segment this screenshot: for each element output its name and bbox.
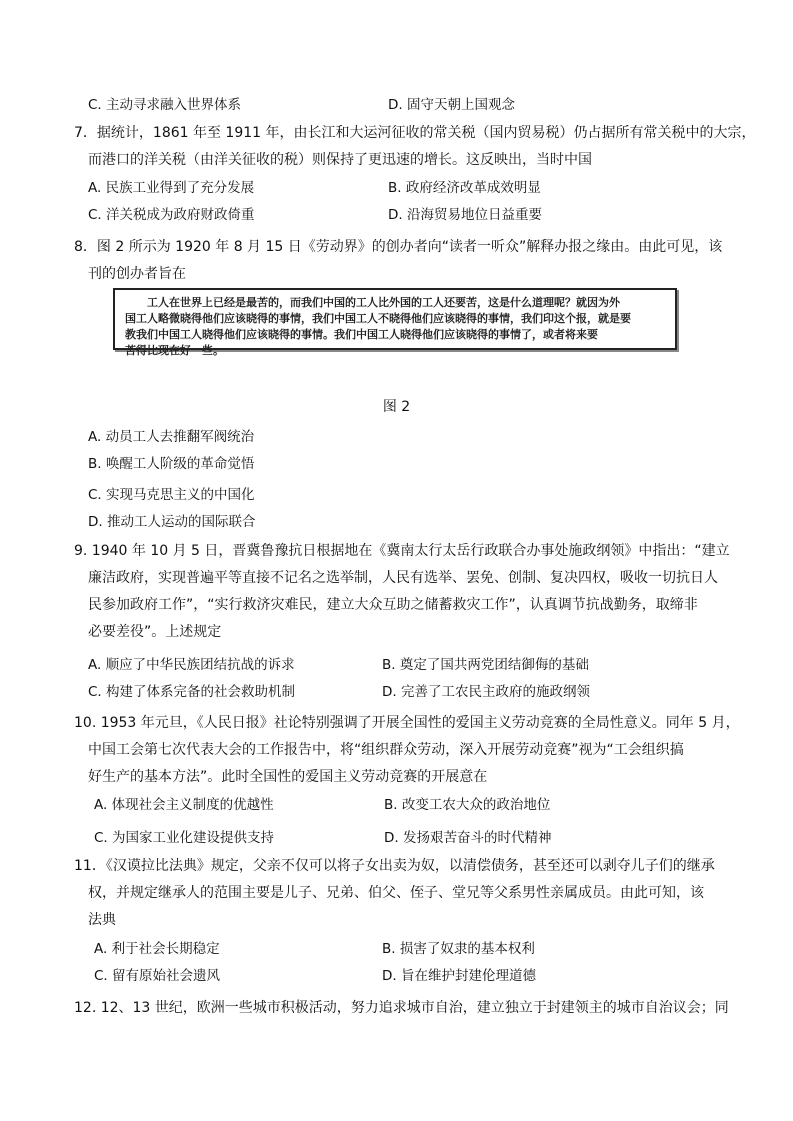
q10-stem-line-2: 中国工会第七次代表大会的工作报告中，将“组织群众劳动，深入开展劳动竞赛”视为“工会组织搞 — [88, 742, 684, 758]
q7-stem-line-1: 7．据统计，1861 年至 1911 年，由长江和大运河征收的常关税（国内贸易税）仍占据所有常关税中的大宗， — [74, 125, 756, 141]
q8-option-c: C. 实现马克思主义的中国化 — [88, 487, 255, 503]
q11-stem-line-2: 权，并规定继承人的范围主要是儿子、兄弟、伯父、侄子、堂兄等父系男性亲属成员。由此可知，该 — [88, 885, 704, 901]
q9-stem-line-3: 民参加政府工作”，“实行救济灾难民，建立大众互助之储蓄救灾工作”，认真调节抗战勤务，取缔非 — [88, 597, 698, 613]
q11-option-a: A. 利于社会长期稳定 — [94, 941, 220, 957]
q12-stem-line-1: 12. 12、13 世纪，欧洲一些城市积极活动，努力追求城市自治，建立独立于封建领主的城市自治议会；同 — [74, 1000, 729, 1016]
q9-stem-line-2: 廉洁政府，实现普遍平等直接不记名之选举制，人民有选举、罢免、创制、复决四权，吸收一切抗日人 — [88, 570, 718, 586]
q11-stem-line-3: 法典 — [88, 912, 116, 928]
q9-option-a: A. 顺应了中华民族团结抗战的诉求 — [88, 657, 295, 673]
q11-option-b: B. 损害了奴隶的基本权利 — [382, 941, 535, 957]
q11-stem-line-1: 11．《汉谟拉比法典》规定，父亲不仅可以将子女出卖为奴，以清偿债务，甚至还可以剥夺儿子们的继承 — [74, 858, 715, 874]
q9-option-d: D. 完善了工农民主政府的施政纲领 — [382, 684, 590, 700]
quote-line-2: 国工人略微晓得他们应该晓得的事情，我们中国工人不晓得他们应该晓得的事情，我们印这个报，就是要 — [125, 312, 631, 325]
q8-stem-line-1: 8．图 2 所示为 1920 年 8 月 15 日《劳动界》的创办者向“读者一听众”解释办报之缘由。由此可见，该 — [74, 239, 723, 255]
q11-option-c: C. 留有原始社会遗风 — [94, 968, 221, 984]
q10-option-c: C. 为国家工业化建设提供支持 — [94, 830, 275, 846]
q9-option-b: B. 奠定了国共两党团结御侮的基础 — [382, 657, 589, 673]
q9-stem-line-1: 9. 1940 年 10 月 5 日，晋冀鲁豫抗日根据地在《冀南太行太岳行政联合办事处施政纲领》中指出：“建立 — [74, 543, 730, 559]
q10-stem-line-1: 10. 1953 年元旦，《人民日报》社论特别强调了开展全国性的爱国主义劳动竞赛的全局性意义。同年 5 月， — [74, 715, 740, 731]
quote-line-4: 苦得比现在好一些。 — [125, 344, 224, 357]
q7-option-b: B. 政府经济改革成效明显 — [388, 180, 541, 196]
q6-option-d: D. 固守天朝上国观念 — [388, 97, 515, 113]
q9-option-c: C. 构建了体系完备的社会救助机制 — [88, 684, 296, 700]
quote-line-3: 教我们中国工人晓得他们应该晓得的事情。我们中国工人晓得他们应该晓得的事情了，或者将来要 — [125, 328, 598, 341]
figure-2-quote-box — [113, 288, 677, 357]
q8-option-a: A. 动员工人去推翻军阀统治 — [88, 429, 255, 445]
q8-stem-line-2: 刊的创办者旨在 — [88, 266, 186, 282]
q9-stem-line-4: 必要差役”。上述规定 — [88, 624, 222, 640]
q8-option-d: D. 推动工人运动的国际联合 — [88, 514, 256, 530]
q7-option-a: A. 民族工业得到了充分发展 — [88, 180, 255, 196]
q10-option-a: A. 体现社会主义制度的优越性 — [94, 797, 274, 813]
q8-option-b: B. 唤醒工人阶级的革命觉悟 — [88, 456, 255, 472]
q10-option-d: D. 发扬艰苦奋斗的时代精神 — [384, 830, 552, 846]
q7-stem-line-2: 而港口的洋关税（由洋关征收的税）则保持了更迅速的增长。这反映出，当时中国 — [88, 152, 592, 168]
q11-option-d: D. 旨在维护封建伦理道德 — [382, 968, 536, 984]
q6-option-c: C. 主动寻求融入世界体系 — [88, 97, 242, 113]
q10-option-b: B. 改变工农大众的政治地位 — [384, 797, 551, 813]
q10-stem-line-3: 好生产的基本方法”。此时全国性的爱国主义劳动竞赛的开展意在 — [88, 769, 488, 785]
figure-2-caption: 图 2 — [382, 399, 411, 415]
quote-line-1: 工人在世界上已经是最苦的，而我们中国的工人比外国的工人还要苦，这是什么道理呢？就因为外 — [147, 296, 620, 309]
q7-option-c: C. 洋关税成为政府财政倚重 — [88, 207, 255, 223]
q7-option-d: D. 沿海贸易地位日益重要 — [388, 207, 542, 223]
